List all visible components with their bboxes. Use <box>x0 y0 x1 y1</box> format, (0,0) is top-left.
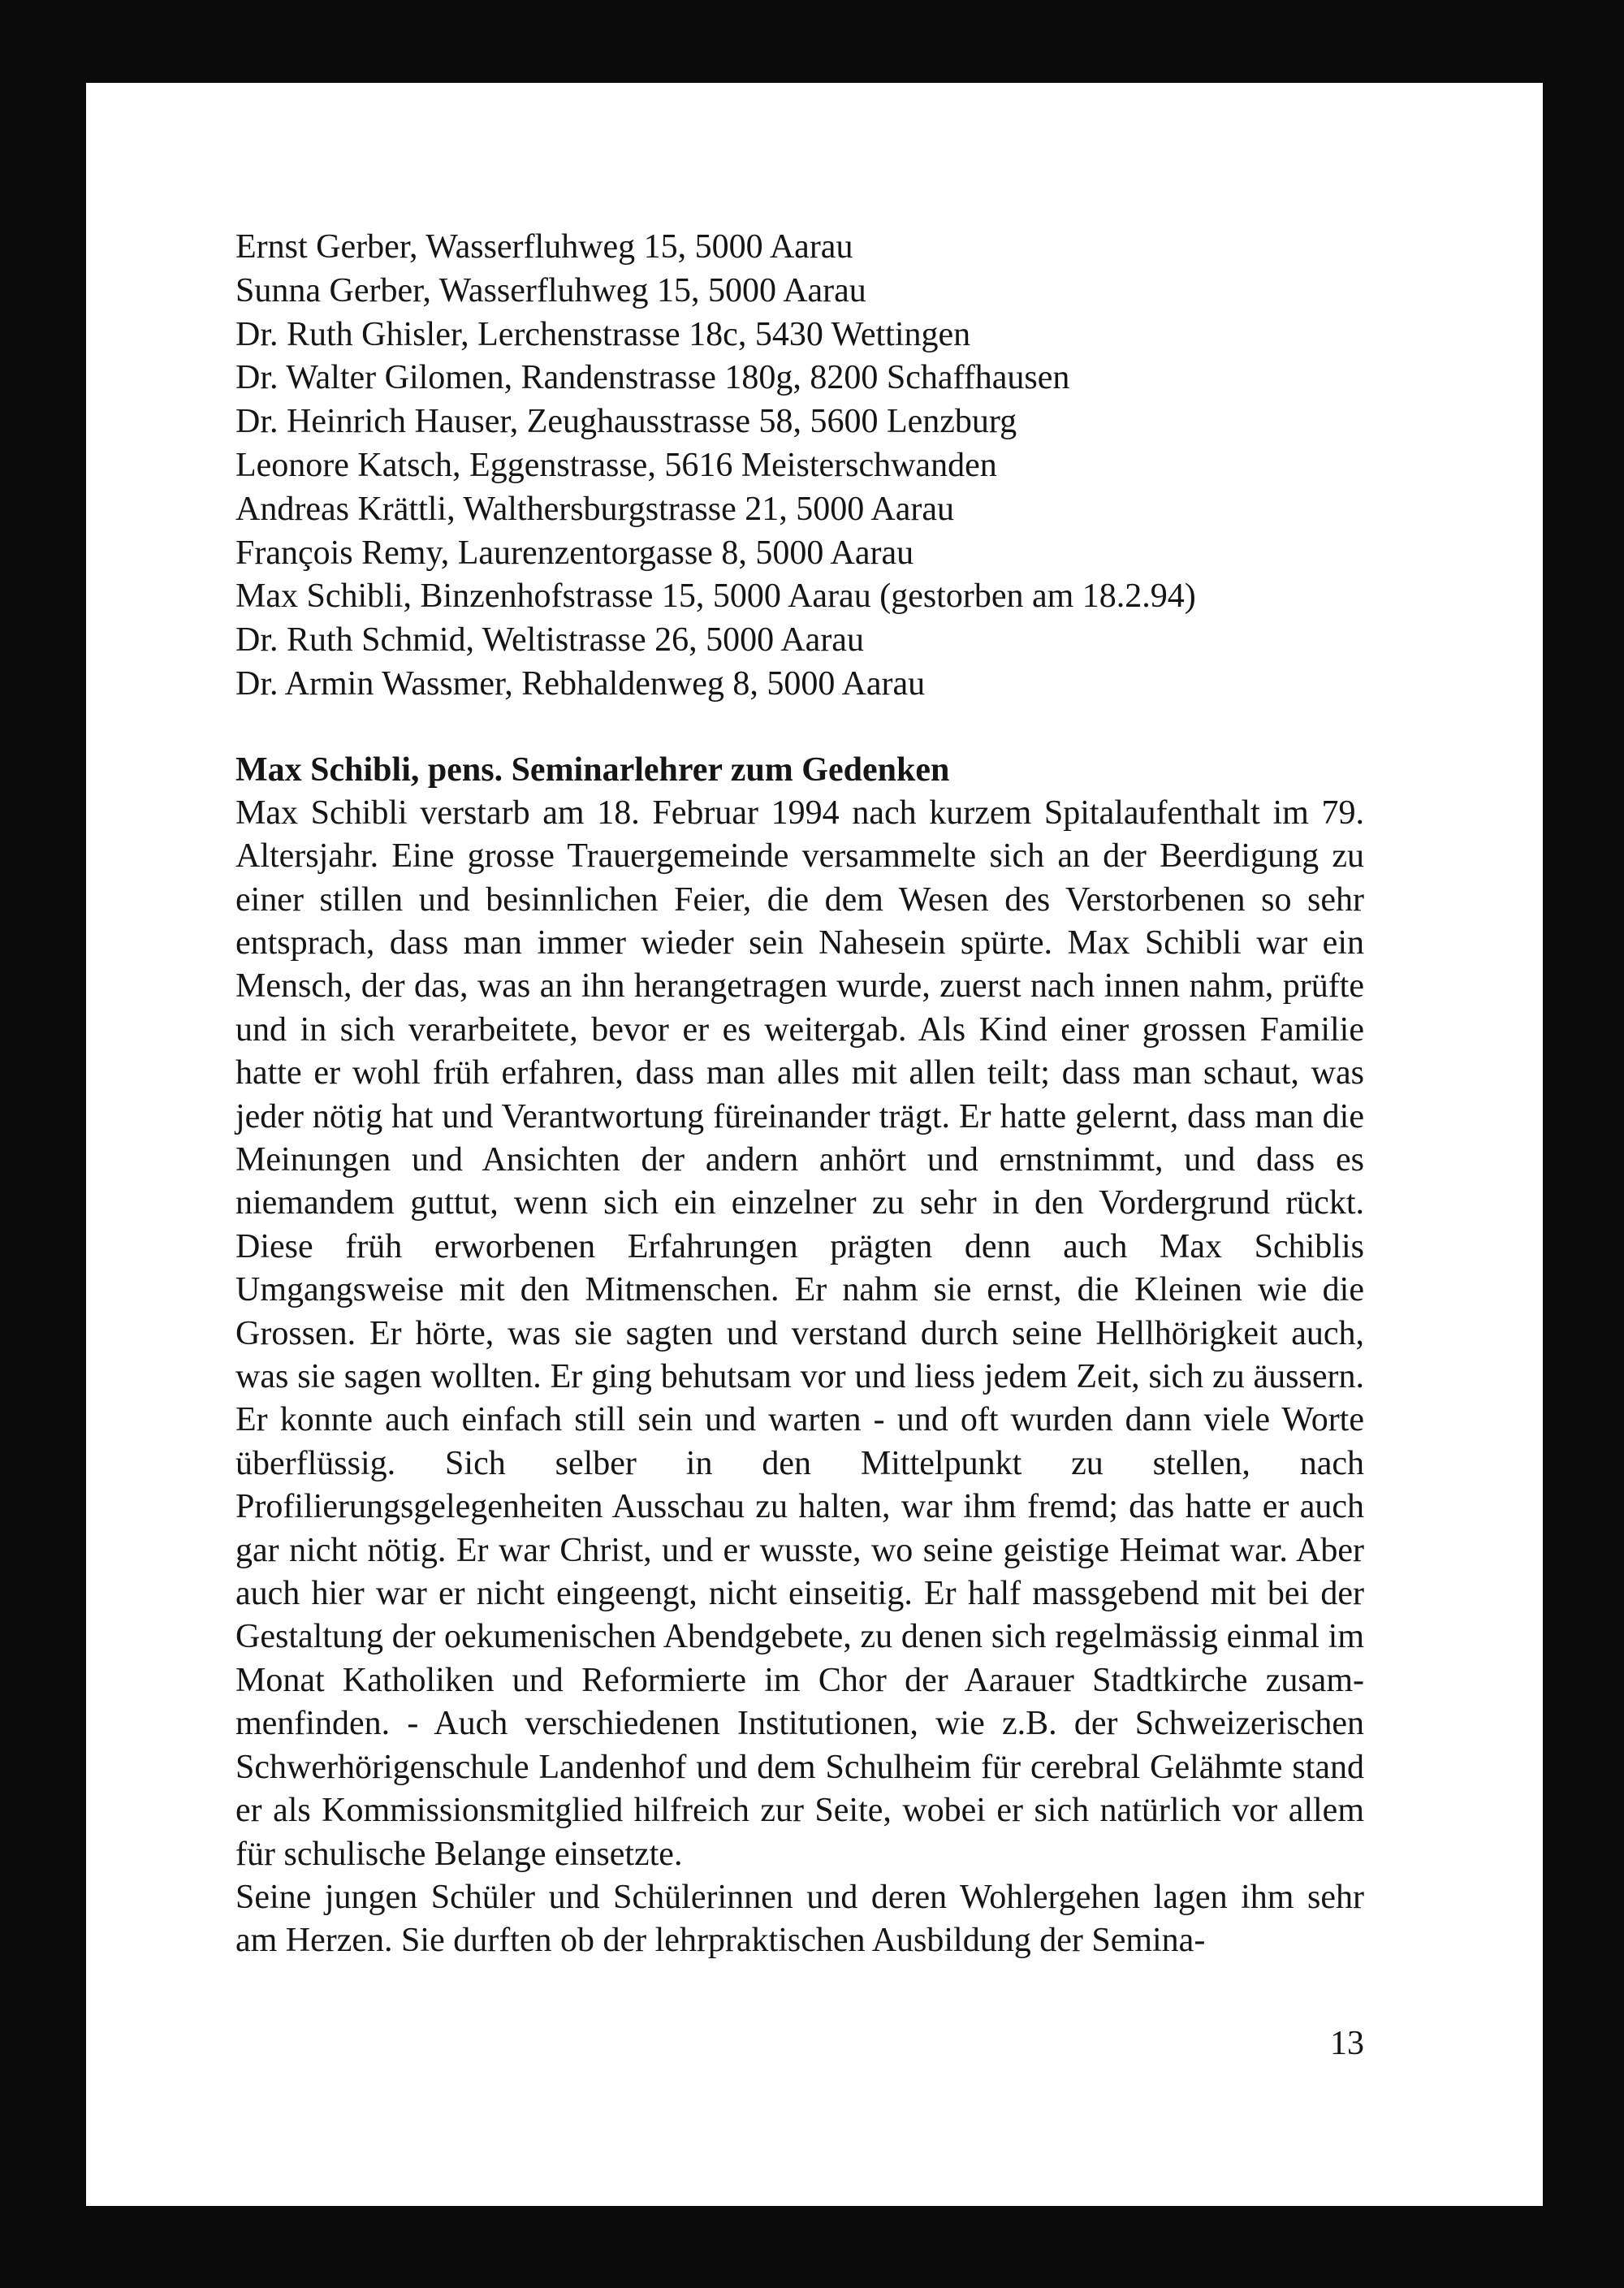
obituary-paragraph: Max Schibli verstarb am 18. Februar 1994 nach kurzem Spitalaufenthalt im 79. Altersjahr. Eine grosse Trauergemeinde versammelte sich an der Beerdigung zu einer stillen und besinnlichen Feier, die dem Wesen des Verstorbenen so sehr entsprach, dass man immer wieder sein Nahesein spürte. Max Schibli war ein Mensch, der das, was an ihn herangetragen wurde, zuerst nach innen nahm, prüfte und in sich verarbeitete, bevor er es weitergab. Als Kind einer grossen Familie hatte er wohl früh erfahren, dass man alles mit allen teilt; dass man schaut, was jeder nötig hat und Verantwortung füreinander trägt. Er hatte gelernt, dass man die Meinungen und Ansichten der andern anhört und ernstnimmt, und dass es niemandem guttut, wenn sich ein einzelner zu sehr in den Vordergrund rückt. Diese früh erworbenen Erfahrungen prägten denn auch Max Schiblis Umgangsweise mit den Mitmenschen. Er nahm sie ernst, die Kleinen wie die Grossen. Er hörte, was sie sagten und verstand durch seine Hellhörigkeit auch, was sie sagen wollten. Er ging behutsam vor und liess jedem Zeit, sich zu äussern. Er konnte auch einfach still sein und warten - und oft wurden dann viele Worte überflüssig. Sich selber in den Mittelpunkt zu stellen, nach Profilierungsgelegenheiten Ausschau zu halten, war ihm fremd; das hatte er auch gar nicht nötig. Er war Christ, und er wusste, wo seine geistige Heimat war. Aber auch hier war er nicht eingeengt, nicht einseitig. Er half massgebend mit bei der Gestaltung der oekumenischen Abendgebete, zu denen sich regelmässig einmal im Monat Katholiken und Reformierte im Chor der Aarauer Stadtkirche zusammenfinden. - Auch verschiedenen Institutionen, wie z.B. der Schweizerischen Schwerhörigenschule Landenhof und dem Schulheim für cerebral Gelähmte stand er als Kommissionsmitglied hilfreich zur Seite, wobei er sich natürlich vor allem für schulische Belange einsetzte. <box>235 794 1364 1873</box>
document-page <box>86 83 1543 2206</box>
address-entry: Ernst Gerber, Wasserfluhweg 15, 5000 Aarau <box>235 228 853 266</box>
address-entry: Leonore Katsch, Eggenstrasse, 5616 Meisterschwanden <box>235 446 997 484</box>
address-list <box>235 226 1364 707</box>
page-content <box>235 226 1364 1963</box>
address-entry: Max Schibli, Binzenhofstrasse 15, 5000 Aarau (gestorben am 18.2.94) <box>235 577 1196 616</box>
address-entry: Dr. Armin Wassmer, Rebhaldenweg 8, 5000 Aarau <box>235 664 926 703</box>
address-entry: Dr. Ruth Schmid, Weltistrasse 26, 5000 Aarau <box>235 621 864 660</box>
page-number: 13 <box>1330 2025 1364 2062</box>
address-entry: Dr. Walter Gilomen, Randenstrasse 180g, 8200 Schaffhausen <box>235 359 1070 397</box>
address-entry: Dr. Heinrich Hauser, Zeughausstrasse 58, 5600 Lenzburg <box>235 403 1017 441</box>
address-entry: Dr. Ruth Ghisler, Lerchenstrasse 18c, 5430 Wettingen <box>235 315 971 353</box>
address-entry: Andreas Krättli, Walthersburgstrasse 21, 5000 Aarau <box>235 490 955 528</box>
address-entry: Sunna Gerber, Wasserfluhweg 15, 5000 Aarau <box>235 271 866 309</box>
obituary-paragraph: Seine jungen Schüler und Schülerinnen und deren Wohlergehen lagen ihm sehr am Herzen. Sie durften ob der lehrpraktischen Ausbildung der Semina- <box>235 1878 1364 1960</box>
address-entry: François Remy, Laurenzentorgasse 8, 5000 Aarau <box>235 534 914 572</box>
obituary-heading: Max Schibli, pens. Seminarlehrer zum Gedenken <box>235 750 950 789</box>
